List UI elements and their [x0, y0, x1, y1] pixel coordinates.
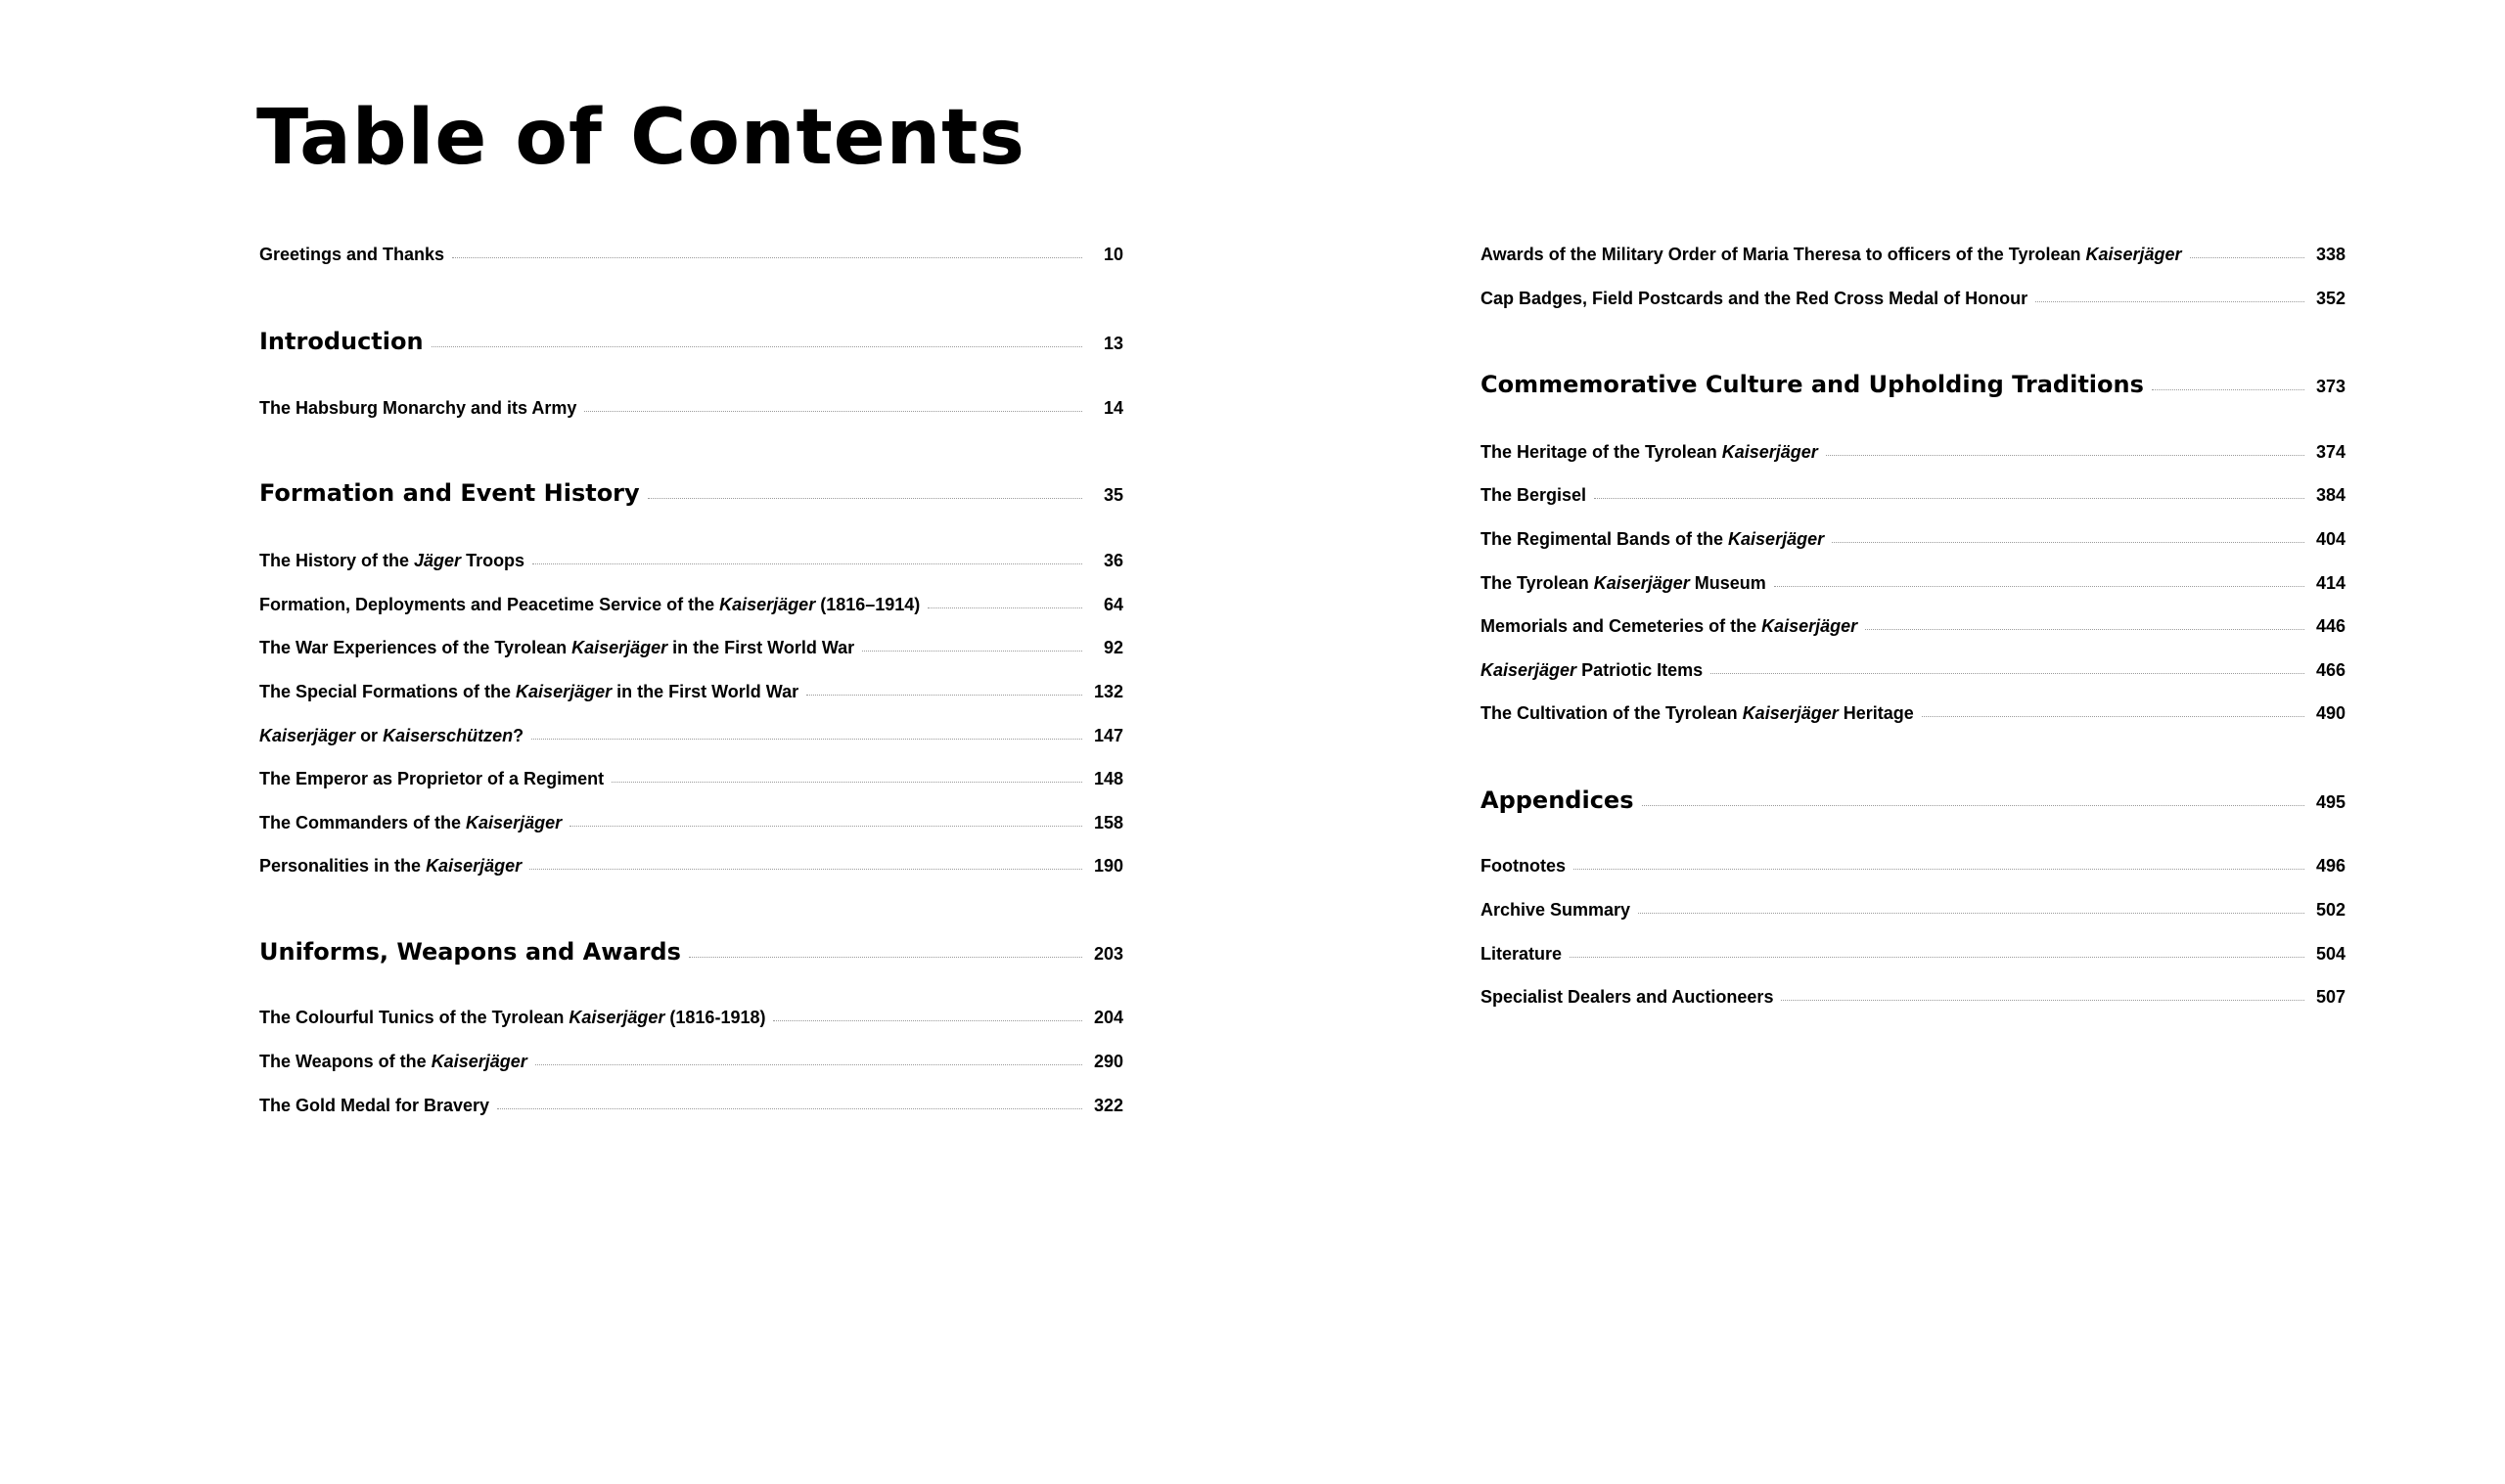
- dot-leader: [1865, 629, 2304, 630]
- toc-section-heading: [259, 936, 1123, 969]
- page-number: 374: [2315, 441, 2346, 462]
- page-number: 414: [2315, 572, 2346, 593]
- toc-entry: [259, 1050, 1123, 1073]
- entry-title: [1480, 243, 2182, 266]
- toc-entry: [259, 724, 1123, 747]
- title-text: Uniforms, Weapons and Awards: [259, 937, 681, 966]
- italic-term: Kaiserjäger: [1742, 702, 1839, 723]
- dot-leader: [1832, 542, 2304, 543]
- toc-entry: [259, 243, 1123, 266]
- toc-section-heading: [1480, 369, 2346, 402]
- dot-leader: [569, 826, 1082, 827]
- italic-term: Kaiserjäger: [1480, 659, 1577, 680]
- entry-title: [1480, 658, 1703, 682]
- toc-entry: [259, 680, 1123, 703]
- title-text: The Weapons of the: [259, 1051, 432, 1071]
- title-text: Formation, Deployments and Peacetime Service of the: [259, 594, 720, 614]
- toc-entry: [1480, 571, 2346, 595]
- dot-leader: [1594, 498, 2304, 499]
- dot-leader: [648, 498, 1082, 499]
- page-number: 504: [2315, 943, 2346, 964]
- title-text: The Bergisel: [1480, 484, 1587, 505]
- page-number: 13: [1103, 333, 1123, 353]
- title-text: or: [355, 725, 384, 745]
- toc-entry: [259, 1094, 1123, 1117]
- dot-leader: [1922, 716, 2304, 717]
- title-text: Museum: [1689, 572, 1766, 593]
- page-number: 36: [1103, 550, 1123, 570]
- title-text: The Cultivation of the Tyrolean: [1480, 702, 1743, 723]
- dot-leader: [2190, 257, 2304, 258]
- entry-title: [259, 767, 604, 790]
- page-number: 496: [2315, 855, 2346, 876]
- italic-term: Kaiserjäger: [569, 1007, 665, 1027]
- italic-term: Jäger: [414, 550, 462, 570]
- title-text: The Commanders of the: [259, 812, 467, 832]
- dot-leader: [928, 607, 1082, 608]
- italic-term: Kaiserjäger: [426, 855, 523, 876]
- section-title: [259, 326, 424, 357]
- title-text: Patriotic Items: [1576, 659, 1704, 680]
- page-number: 92: [1103, 637, 1123, 657]
- toc-entry: [1480, 898, 2346, 922]
- entry-title: [259, 593, 920, 616]
- toc-entry: [259, 549, 1123, 572]
- toc-entry: [259, 593, 1123, 616]
- page-number: 148: [1093, 768, 1123, 788]
- toc-entry: [1480, 527, 2346, 551]
- toc-entry: [1480, 854, 2346, 877]
- toc-entry: [259, 636, 1123, 659]
- italic-term: Kaiserjäger: [1721, 441, 1818, 462]
- toc-entry: [259, 1006, 1123, 1029]
- title-text: Specialist Dealers and Auctioneers: [1480, 986, 1774, 1007]
- title-text: The War Experiences of the Tyrolean: [259, 637, 572, 657]
- title-text: (1816–1914): [815, 594, 921, 614]
- toc-entry: [259, 767, 1123, 790]
- entry-title: [259, 636, 854, 659]
- page-number: 384: [2315, 484, 2346, 505]
- dot-leader: [535, 1064, 1082, 1065]
- entry-title: [1480, 898, 1630, 922]
- dot-leader: [432, 346, 1082, 347]
- toc-entry: [1480, 701, 2346, 725]
- page-number: 190: [1093, 855, 1123, 876]
- entry-title: [1480, 483, 1586, 507]
- toc-section-heading: [259, 477, 1123, 511]
- italic-term: Kaiserjäger: [1728, 528, 1825, 549]
- page-number: 204: [1093, 1007, 1123, 1027]
- italic-term: Kaiserjäger: [1593, 572, 1690, 593]
- page-number: 203: [1093, 943, 1123, 964]
- section-title: [1480, 369, 2144, 400]
- dot-leader: [584, 411, 1082, 412]
- title-text: The Special Formations of the: [259, 681, 517, 701]
- page-number: 10: [1103, 244, 1123, 264]
- toc-entry: [1480, 483, 2346, 507]
- page-title: Table of Contents: [256, 94, 1025, 182]
- entry-title: [259, 243, 444, 266]
- title-text: in the First World War: [612, 681, 799, 701]
- entry-title: [259, 396, 576, 420]
- entry-title: [1480, 527, 1824, 551]
- italic-term: Kaiserjäger: [2085, 244, 2182, 264]
- toc-entry: [1480, 287, 2346, 310]
- page-number: 338: [2315, 244, 2346, 264]
- toc-entry: [259, 854, 1123, 877]
- title-text: Formation and Event History: [259, 478, 640, 507]
- title-text: Literature: [1480, 943, 1563, 964]
- dot-leader: [1570, 957, 2304, 958]
- page-number: 14: [1103, 397, 1123, 418]
- toc-entry: [1480, 243, 2346, 266]
- title-text: The Habsburg Monarchy and its Army: [259, 397, 577, 418]
- dot-leader: [1638, 913, 2304, 914]
- page-number: 132: [1093, 681, 1123, 701]
- dot-leader: [612, 782, 1082, 783]
- entry-title: [259, 680, 798, 703]
- dot-leader: [773, 1020, 1082, 1021]
- page-number: 495: [2315, 791, 2346, 812]
- page-number: 446: [2315, 615, 2346, 636]
- title-text: The Heritage of the Tyrolean: [1480, 441, 1722, 462]
- title-text: Appendices: [1480, 786, 1634, 814]
- page-number: 502: [2315, 899, 2346, 920]
- dot-leader: [689, 957, 1082, 958]
- dot-leader: [806, 695, 1082, 696]
- italic-term: Kaiserjäger: [719, 594, 816, 614]
- page-number: 507: [2315, 986, 2346, 1007]
- toc-entry: [259, 811, 1123, 834]
- toc-entry: [1480, 942, 2346, 966]
- title-text: Troops: [461, 550, 525, 570]
- entry-title: [259, 549, 524, 572]
- italic-term: Kaiserjäger: [571, 637, 668, 657]
- dot-leader: [2152, 389, 2304, 390]
- italic-term: Kaiserschützen: [383, 725, 514, 745]
- italic-term: Kaiserjäger: [259, 725, 356, 745]
- page-number: 147: [1093, 725, 1123, 745]
- page-number: 64: [1103, 594, 1123, 614]
- entry-title: [259, 1094, 489, 1117]
- dot-leader: [1826, 455, 2304, 456]
- title-text: Personalities in the: [259, 855, 427, 876]
- toc-entry: [1480, 985, 2346, 1009]
- toc-entry: [1480, 440, 2346, 464]
- title-text: The Gold Medal for Bravery: [259, 1095, 490, 1115]
- section-title: [259, 936, 681, 967]
- entry-title: [259, 1050, 527, 1073]
- section-title: [1480, 785, 1634, 816]
- title-text: Footnotes: [1480, 855, 1566, 876]
- page-number: 158: [1093, 812, 1123, 832]
- title-text: The Emperor as Proprietor of a Regiment: [259, 768, 605, 788]
- title-text: Introduction: [259, 327, 424, 355]
- page-number: 490: [2315, 702, 2346, 723]
- title-text: The Colourful Tunics of the Tyrolean: [259, 1007, 569, 1027]
- entry-title: [1480, 942, 1562, 966]
- dot-leader: [1573, 869, 2304, 870]
- page-number: 322: [1093, 1095, 1123, 1115]
- dot-leader: [862, 651, 1082, 652]
- entry-title: [1480, 571, 1766, 595]
- dot-leader: [1781, 1000, 2304, 1001]
- page-number: 352: [2315, 288, 2346, 308]
- dot-leader: [529, 869, 1082, 870]
- entry-title: [1480, 985, 1773, 1009]
- title-text: The Regimental Bands of the: [1480, 528, 1729, 549]
- dot-leader: [452, 257, 1082, 258]
- entry-title: [1480, 440, 1818, 464]
- page-number: 290: [1093, 1051, 1123, 1071]
- toc-entry: [1480, 614, 2346, 638]
- italic-term: Kaiserjäger: [431, 1051, 527, 1071]
- entry-title: [1480, 287, 2027, 310]
- entry-title: [1480, 614, 1857, 638]
- dot-leader: [1642, 805, 2305, 806]
- italic-term: Kaiserjäger: [1761, 615, 1858, 636]
- title-text: Heritage: [1838, 702, 1914, 723]
- toc-entry: [1480, 658, 2346, 682]
- page-number: 373: [2315, 376, 2346, 396]
- title-text: Greetings and Thanks: [259, 244, 445, 264]
- title-text: Archive Summary: [1480, 899, 1631, 920]
- entry-title: [1480, 701, 1914, 725]
- title-text: Cap Badges, Field Postcards and the Red Cross Medal of Honour: [1480, 288, 2028, 308]
- title-text: Memorials and Cemeteries of the: [1480, 615, 1762, 636]
- page-number: 35: [1103, 484, 1123, 505]
- title-text: Commemorative Culture and Upholding Traditions: [1480, 370, 2144, 398]
- dot-leader: [2035, 301, 2304, 302]
- dot-leader: [531, 739, 1082, 740]
- entry-title: [1480, 854, 1566, 877]
- entry-title: [259, 854, 522, 877]
- title-text: (1816-1918): [664, 1007, 766, 1027]
- dot-leader: [497, 1108, 1082, 1109]
- title-text: Awards of the Military Order of Maria Theresa to officers of the Tyrolean: [1480, 244, 2086, 264]
- page-number: 404: [2315, 528, 2346, 549]
- page-number: 466: [2315, 659, 2346, 680]
- entry-title: [259, 1006, 765, 1029]
- toc-section-heading: [259, 326, 1123, 359]
- title-text: in the First World War: [667, 637, 855, 657]
- entry-title: [259, 724, 524, 747]
- toc-entry: [259, 396, 1123, 420]
- italic-term: Kaiserjäger: [466, 812, 563, 832]
- dot-leader: [1774, 586, 2304, 587]
- dot-leader: [1710, 673, 2304, 674]
- title-text: The Tyrolean: [1480, 572, 1594, 593]
- title-text: The History of the: [259, 550, 415, 570]
- entry-title: [259, 811, 562, 834]
- italic-term: Kaiserjäger: [516, 681, 613, 701]
- dot-leader: [532, 563, 1082, 564]
- title-text: ?: [513, 725, 524, 745]
- section-title: [259, 477, 640, 509]
- toc-section-heading: [1480, 785, 2346, 818]
